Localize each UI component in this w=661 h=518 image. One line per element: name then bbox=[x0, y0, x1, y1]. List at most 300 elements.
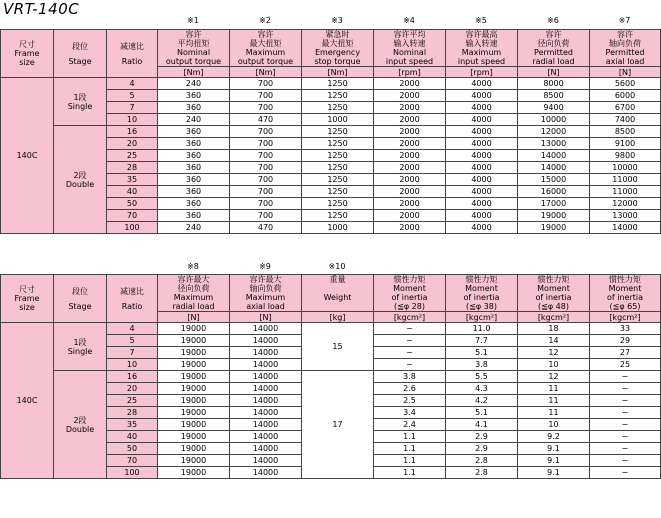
ratio-cell: 70 bbox=[107, 210, 158, 222]
header-line: 段位 bbox=[72, 41, 88, 51]
column-header bbox=[302, 275, 374, 312]
value-cell: 240 bbox=[158, 222, 230, 234]
header-line: 惯性力矩 bbox=[393, 275, 426, 284]
value-cell: 360 bbox=[158, 174, 230, 186]
value-cell: 360 bbox=[158, 186, 230, 198]
stage-label: 2段 bbox=[73, 415, 87, 425]
value-cell: 14000 bbox=[230, 347, 302, 359]
value-cell: − bbox=[590, 383, 661, 395]
value-cell: 2000 bbox=[374, 90, 446, 102]
ratio-cell: 5 bbox=[107, 90, 158, 102]
value-cell: 5.5 bbox=[446, 371, 518, 383]
value-cell: 6700 bbox=[590, 102, 661, 114]
value-cell: 14000 bbox=[230, 395, 302, 407]
header-line bbox=[302, 302, 373, 311]
header-line: 容许平均 bbox=[393, 30, 426, 39]
header-line: Permitted bbox=[605, 48, 645, 57]
unit-cell: [N] bbox=[518, 67, 590, 78]
header-line: (≦φ 65) bbox=[609, 302, 641, 311]
header-line: 平均扭矩 bbox=[177, 39, 210, 48]
frame-size-header bbox=[1, 30, 54, 78]
ratio-cell: 25 bbox=[107, 395, 158, 407]
frame-size-header bbox=[1, 275, 54, 323]
column-header bbox=[518, 275, 590, 312]
value-cell: 4.1 bbox=[446, 419, 518, 431]
value-cell: 2.5 bbox=[374, 395, 446, 407]
value-cell: 9.1 bbox=[518, 455, 590, 467]
header-line: 轴向负荷 bbox=[609, 39, 641, 48]
weight-cell: 15 bbox=[302, 323, 374, 371]
value-cell: 4000 bbox=[446, 210, 518, 222]
value-cell: − bbox=[590, 419, 661, 431]
value-cell: − bbox=[590, 395, 661, 407]
header-line: output torque bbox=[165, 57, 222, 66]
ratio-cell: 40 bbox=[107, 431, 158, 443]
value-cell: 2000 bbox=[374, 102, 446, 114]
value-cell: 9100 bbox=[590, 138, 661, 150]
stage-single-cell bbox=[54, 78, 107, 126]
value-cell: 2.6 bbox=[374, 383, 446, 395]
value-cell: 19000 bbox=[158, 323, 230, 335]
stage-label: Double bbox=[65, 424, 95, 434]
value-cell: 11 bbox=[518, 383, 590, 395]
value-cell: − bbox=[590, 371, 661, 383]
ratio-cell: 4 bbox=[107, 78, 158, 90]
value-cell: 14000 bbox=[230, 323, 302, 335]
value-cell: − bbox=[590, 407, 661, 419]
ratio-header bbox=[107, 30, 158, 78]
value-cell: 2000 bbox=[374, 162, 446, 174]
header-line: Moment bbox=[393, 284, 426, 293]
value-cell: 360 bbox=[158, 90, 230, 102]
ratio-cell: 4 bbox=[107, 323, 158, 335]
value-cell: 12000 bbox=[518, 126, 590, 138]
stage-label: 1段 bbox=[73, 337, 87, 347]
value-cell: 19000 bbox=[158, 407, 230, 419]
column-header bbox=[590, 30, 661, 67]
value-cell: 1250 bbox=[302, 78, 374, 90]
table-row bbox=[1, 78, 661, 90]
value-cell: 470 bbox=[230, 114, 302, 126]
header-line: 紧急时 bbox=[325, 30, 350, 39]
column-header bbox=[374, 30, 446, 67]
value-cell: 4000 bbox=[446, 90, 518, 102]
value-cell: 360 bbox=[158, 150, 230, 162]
value-cell: 19000 bbox=[158, 359, 230, 371]
stage-label: 2段 bbox=[73, 170, 87, 180]
value-cell: 3.8 bbox=[374, 371, 446, 383]
header-line: 尺寸 bbox=[19, 40, 35, 49]
ratio-cell: 20 bbox=[107, 383, 158, 395]
value-cell: 6000 bbox=[590, 90, 661, 102]
value-cell: 4000 bbox=[446, 198, 518, 210]
note-marker: ※6 bbox=[547, 16, 559, 25]
header-line: 容许 bbox=[185, 30, 202, 39]
value-cell: 4000 bbox=[446, 126, 518, 138]
header-line: 容许最大 bbox=[177, 275, 210, 284]
header-line: 输入转速 bbox=[465, 39, 498, 48]
header-line: 最大扭矩 bbox=[249, 39, 282, 48]
value-cell: 1250 bbox=[302, 162, 374, 174]
value-cell: 9.1 bbox=[518, 467, 590, 479]
value-cell: 14000 bbox=[230, 407, 302, 419]
header-line: Stage bbox=[68, 56, 92, 66]
header-line: of inertia bbox=[391, 293, 428, 302]
value-cell: 5.1 bbox=[446, 347, 518, 359]
value-cell: 2000 bbox=[374, 222, 446, 234]
unit-cell: [N] bbox=[230, 312, 302, 323]
stage-header bbox=[54, 275, 107, 323]
value-cell: 2000 bbox=[374, 198, 446, 210]
column-header bbox=[158, 275, 230, 312]
value-cell: 4000 bbox=[446, 102, 518, 114]
value-cell: − bbox=[590, 443, 661, 455]
value-cell: 4000 bbox=[446, 174, 518, 186]
header-line: Permitted bbox=[534, 48, 573, 57]
value-cell: 11000 bbox=[590, 174, 661, 186]
value-cell: 13000 bbox=[590, 210, 661, 222]
value-cell: 1000 bbox=[302, 222, 374, 234]
note-marker: ※4 bbox=[403, 16, 415, 25]
value-cell: 19000 bbox=[158, 335, 230, 347]
note-marker: ※2 bbox=[259, 16, 271, 25]
value-cell: 29 bbox=[590, 335, 661, 347]
unit-cell: [N] bbox=[158, 312, 230, 323]
value-cell: 10 bbox=[518, 419, 590, 431]
header-line: output torque bbox=[237, 57, 294, 66]
header-line: Nominal bbox=[176, 48, 211, 57]
value-cell: 7.7 bbox=[446, 335, 518, 347]
header-line: size bbox=[19, 303, 35, 312]
value-cell: 14000 bbox=[590, 222, 661, 234]
value-cell: 2000 bbox=[374, 114, 446, 126]
value-cell: 2.9 bbox=[446, 443, 518, 455]
value-cell: 3.4 bbox=[374, 407, 446, 419]
value-cell: 8000 bbox=[518, 78, 590, 90]
value-cell: 360 bbox=[158, 210, 230, 222]
ratio-cell: 16 bbox=[107, 126, 158, 138]
ratio-cell: 16 bbox=[107, 371, 158, 383]
column-header bbox=[230, 30, 302, 67]
note-marker: ※10 bbox=[328, 262, 346, 271]
value-cell: 700 bbox=[230, 102, 302, 114]
header-line: 输入转速 bbox=[393, 39, 426, 48]
value-cell: 1.1 bbox=[374, 443, 446, 455]
header-line: Ratio bbox=[121, 301, 143, 311]
header-line: Maximum bbox=[245, 293, 286, 302]
header-line: Moment bbox=[537, 284, 570, 293]
value-cell: 700 bbox=[230, 198, 302, 210]
value-cell: 11 bbox=[518, 395, 590, 407]
header-line: 容许 bbox=[257, 30, 274, 39]
value-cell: 19000 bbox=[158, 467, 230, 479]
column-header bbox=[518, 30, 590, 67]
value-cell: 11000 bbox=[590, 186, 661, 198]
value-cell: − bbox=[374, 359, 446, 371]
value-cell: 240 bbox=[158, 78, 230, 90]
value-cell: 19000 bbox=[158, 455, 230, 467]
header-row bbox=[1, 30, 661, 67]
value-cell: 360 bbox=[158, 162, 230, 174]
value-cell: 4000 bbox=[446, 162, 518, 174]
value-cell: 27 bbox=[590, 347, 661, 359]
ratio-cell: 40 bbox=[107, 186, 158, 198]
value-cell: − bbox=[590, 467, 661, 479]
unit-cell: [Nm] bbox=[302, 67, 374, 78]
value-cell: 360 bbox=[158, 126, 230, 138]
value-cell: 4000 bbox=[446, 138, 518, 150]
value-cell: 8500 bbox=[518, 90, 590, 102]
value-cell: 4000 bbox=[446, 78, 518, 90]
unit-cell: [rpm] bbox=[446, 67, 518, 78]
spec-table-1 bbox=[0, 29, 661, 234]
note-marker: ※3 bbox=[331, 16, 343, 25]
column-header bbox=[446, 275, 518, 312]
value-cell: 19000 bbox=[158, 371, 230, 383]
value-cell: 700 bbox=[230, 174, 302, 186]
header-line: radial load bbox=[532, 57, 575, 66]
value-cell: 4.3 bbox=[446, 383, 518, 395]
header-line: of inertia bbox=[463, 293, 500, 302]
header-line: (≦φ 38) bbox=[466, 302, 497, 311]
unit-cell: [kgcm²] bbox=[518, 312, 590, 323]
value-cell: 1250 bbox=[302, 126, 374, 138]
value-cell: 14 bbox=[518, 335, 590, 347]
value-cell: 8500 bbox=[590, 126, 661, 138]
frame-size-cell: 140C bbox=[1, 78, 54, 234]
header-line: 径向负荷 bbox=[177, 284, 210, 293]
value-cell: − bbox=[374, 347, 446, 359]
value-cell: 10000 bbox=[590, 162, 661, 174]
value-cell: − bbox=[590, 431, 661, 443]
header-line: 径向负荷 bbox=[537, 39, 570, 48]
note-marker: ※1 bbox=[187, 16, 199, 25]
column-header bbox=[446, 30, 518, 67]
header-line: of inertia bbox=[535, 293, 572, 302]
value-cell: 14000 bbox=[230, 335, 302, 347]
value-cell: 19000 bbox=[158, 395, 230, 407]
value-cell: 1250 bbox=[302, 210, 374, 222]
value-cell: 2000 bbox=[374, 126, 446, 138]
table-row bbox=[1, 323, 661, 335]
unit-cell: [rpm] bbox=[374, 67, 446, 78]
value-cell: − bbox=[590, 455, 661, 467]
header-line: 减速比 bbox=[120, 41, 144, 51]
value-cell: 14000 bbox=[230, 419, 302, 431]
value-cell: 10000 bbox=[518, 114, 590, 126]
header-line: Emergency bbox=[314, 48, 361, 57]
header-line: Moment bbox=[465, 284, 498, 293]
value-cell: 5.1 bbox=[446, 407, 518, 419]
header-line: 容许 bbox=[545, 30, 562, 39]
header-line: 惯性力矩 bbox=[537, 275, 570, 284]
column-header bbox=[230, 275, 302, 312]
value-cell: 2.8 bbox=[446, 455, 518, 467]
header-line: input speed bbox=[385, 57, 434, 66]
note-marker: ※7 bbox=[618, 16, 631, 25]
header-line: 容许最大 bbox=[249, 275, 282, 284]
header-line: (≦φ 48) bbox=[538, 302, 569, 311]
value-cell: 11 bbox=[518, 407, 590, 419]
header-line: of inertia bbox=[606, 293, 644, 302]
unit-cell: [N] bbox=[590, 67, 661, 78]
ratio-cell: 7 bbox=[107, 347, 158, 359]
value-cell: 1250 bbox=[302, 186, 374, 198]
header-line: radial load bbox=[172, 302, 215, 311]
value-cell: 19000 bbox=[158, 383, 230, 395]
header-line: 惯性力矩 bbox=[609, 275, 641, 284]
value-cell: 33 bbox=[590, 323, 661, 335]
header-line: 轴向负荷 bbox=[249, 284, 282, 293]
value-cell: − bbox=[374, 335, 446, 347]
ratio-cell: 20 bbox=[107, 138, 158, 150]
ratio-cell: 28 bbox=[107, 407, 158, 419]
value-cell: 240 bbox=[158, 114, 230, 126]
value-cell: 470 bbox=[230, 222, 302, 234]
value-cell: 700 bbox=[230, 78, 302, 90]
spec-table-2 bbox=[0, 274, 661, 479]
value-cell: 14000 bbox=[230, 455, 302, 467]
value-cell: 700 bbox=[230, 126, 302, 138]
value-cell: 14000 bbox=[230, 467, 302, 479]
ratio-cell: 50 bbox=[107, 198, 158, 210]
value-cell: 700 bbox=[230, 162, 302, 174]
value-cell: 7400 bbox=[590, 114, 661, 126]
column-header bbox=[302, 30, 374, 67]
value-cell: 700 bbox=[230, 186, 302, 198]
value-cell: 1250 bbox=[302, 174, 374, 186]
value-cell: 1250 bbox=[302, 102, 374, 114]
value-cell: 1000 bbox=[302, 114, 374, 126]
value-cell: 9.1 bbox=[518, 443, 590, 455]
header-line: input speed bbox=[457, 57, 506, 66]
value-cell: 19000 bbox=[518, 222, 590, 234]
value-cell: 2000 bbox=[374, 78, 446, 90]
value-cell: 12 bbox=[518, 347, 590, 359]
header-line: 容许最高 bbox=[465, 30, 498, 39]
column-header bbox=[158, 30, 230, 67]
ratio-cell: 7 bbox=[107, 102, 158, 114]
unit-cell: [Nm] bbox=[158, 67, 230, 78]
value-cell: 25 bbox=[590, 359, 661, 371]
header-line: stop torque bbox=[314, 57, 361, 66]
stage-header bbox=[54, 30, 107, 78]
header-line: size bbox=[19, 58, 35, 67]
header-line: 惯性力矩 bbox=[465, 275, 498, 284]
value-cell: − bbox=[374, 323, 446, 335]
value-cell: 9800 bbox=[590, 150, 661, 162]
ratio-cell: 50 bbox=[107, 443, 158, 455]
ratio-cell: 5 bbox=[107, 335, 158, 347]
stage-label: Double bbox=[65, 179, 95, 189]
value-cell: 14000 bbox=[230, 431, 302, 443]
value-cell: 1250 bbox=[302, 90, 374, 102]
stage-label: Single bbox=[67, 101, 93, 111]
value-cell: 14000 bbox=[230, 443, 302, 455]
value-cell: 2000 bbox=[374, 210, 446, 222]
value-cell: 16000 bbox=[518, 186, 590, 198]
value-cell: 360 bbox=[158, 198, 230, 210]
header-line: 重量 bbox=[329, 275, 346, 284]
value-cell: 1.1 bbox=[374, 431, 446, 443]
header-line: Stage bbox=[68, 301, 92, 311]
value-cell: 12000 bbox=[590, 198, 661, 210]
column-header bbox=[374, 275, 446, 312]
value-cell: 1250 bbox=[302, 150, 374, 162]
stage-label: Single bbox=[67, 346, 93, 356]
ratio-cell: 100 bbox=[107, 222, 158, 234]
header-line: Maximum bbox=[461, 48, 502, 57]
header-line: 容许 bbox=[617, 30, 633, 39]
page-title: VRT-140C bbox=[3, 0, 80, 18]
weight-cell: 17 bbox=[302, 371, 374, 479]
note-marker: ※9 bbox=[259, 262, 271, 271]
header-line: Frame bbox=[14, 49, 40, 58]
value-cell: 3.8 bbox=[446, 359, 518, 371]
unit-cell: [kgcm²] bbox=[590, 312, 661, 323]
value-cell: 360 bbox=[158, 102, 230, 114]
value-cell: 4.2 bbox=[446, 395, 518, 407]
ratio-cell: 100 bbox=[107, 467, 158, 479]
header-line: Ratio bbox=[121, 56, 143, 66]
value-cell: 2000 bbox=[374, 138, 446, 150]
value-cell: 4000 bbox=[446, 114, 518, 126]
stage-double-cell bbox=[54, 126, 107, 234]
header-line: Maximum bbox=[173, 293, 214, 302]
value-cell: 2.8 bbox=[446, 467, 518, 479]
value-cell: 1.1 bbox=[374, 467, 446, 479]
value-cell: 17000 bbox=[518, 198, 590, 210]
header-line: Weight bbox=[323, 293, 352, 302]
ratio-cell: 25 bbox=[107, 150, 158, 162]
header-line: 最大扭矩 bbox=[321, 39, 354, 48]
table1-notes bbox=[0, 16, 661, 28]
stage-single-cell bbox=[54, 323, 107, 371]
value-cell: 18 bbox=[518, 323, 590, 335]
value-cell: 2000 bbox=[374, 150, 446, 162]
value-cell: 4000 bbox=[446, 222, 518, 234]
unit-cell: [kgcm²] bbox=[446, 312, 518, 323]
value-cell: 13000 bbox=[518, 138, 590, 150]
ratio-cell: 28 bbox=[107, 162, 158, 174]
value-cell: 1250 bbox=[302, 138, 374, 150]
value-cell: 2.4 bbox=[374, 419, 446, 431]
value-cell: 10 bbox=[518, 359, 590, 371]
ratio-cell: 35 bbox=[107, 419, 158, 431]
note-marker: ※5 bbox=[475, 16, 487, 25]
value-cell: 360 bbox=[158, 138, 230, 150]
value-cell: 9400 bbox=[518, 102, 590, 114]
value-cell: 19000 bbox=[158, 431, 230, 443]
value-cell: 11.0 bbox=[446, 323, 518, 335]
unit-cell: [kg] bbox=[302, 312, 374, 323]
header-line: 段位 bbox=[72, 286, 88, 296]
note-marker: ※8 bbox=[187, 262, 199, 271]
value-cell: 9.2 bbox=[518, 431, 590, 443]
value-cell: 14000 bbox=[518, 162, 590, 174]
column-header bbox=[590, 275, 661, 312]
value-cell: 19000 bbox=[158, 347, 230, 359]
table-row bbox=[1, 126, 661, 138]
header-line: Maximum bbox=[245, 48, 286, 57]
header-line: (≦φ 28) bbox=[394, 302, 425, 311]
value-cell: 1.1 bbox=[374, 455, 446, 467]
stage-label: 1段 bbox=[73, 92, 87, 102]
value-cell: 14000 bbox=[230, 383, 302, 395]
value-cell: 4000 bbox=[446, 150, 518, 162]
value-cell: 1250 bbox=[302, 198, 374, 210]
header-line: 尺寸 bbox=[19, 285, 35, 294]
